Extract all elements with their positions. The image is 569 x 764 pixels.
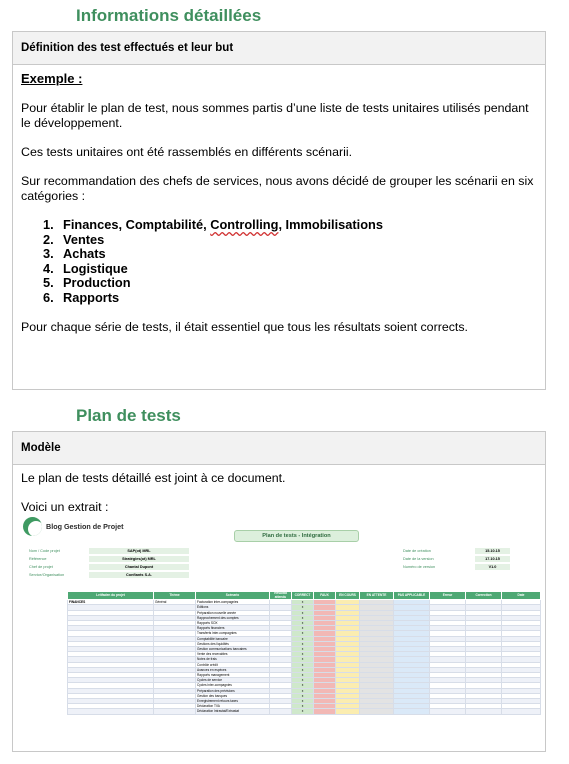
logo-text: Blog Gestion de Projet [46,522,124,531]
grid-cell: Général [154,600,196,605]
grid-column-header: Leitfaden du projet [68,592,154,600]
grid-cell [68,709,154,714]
grid-cell: x [292,673,314,678]
grid-cell: x [292,626,314,631]
section-title-informations: Informations détaillées [76,6,262,25]
grid-cell [360,709,394,714]
grid-cell: Gestions des liquidités [196,641,270,646]
grid-cell: Vente des recevables [196,652,270,657]
category-label: Finances, Comptabilité, Controlling, Immobilisations [63,217,383,232]
meta-value: SAP(ot) MRL [89,548,189,555]
category-number: 6. [43,289,54,305]
category-item [43,247,537,262]
grid-cell: Gestion communications bancaires [196,647,270,652]
paragraph-conclusion: Pour chaque série de tests, il était essentiel que tous les résultats soient corrects. [21,319,468,334]
grid-column-header: FAUX [314,592,336,600]
meta-label: Service/Organisation [29,572,65,577]
grid-cell [502,709,541,714]
grid-cell [270,709,292,714]
grid-column-header: Date [502,592,541,600]
grid-column-header: Résultat attendu [270,592,292,600]
grid-column-header: Thème [154,592,196,600]
grid-cell: Notes de frais [196,657,270,662]
category-item [43,291,537,306]
category-number: 1. [43,217,54,232]
grid-cell: x [292,693,314,698]
grid-cell: x [292,678,314,683]
example-title: Exemple : [21,71,83,86]
grid-cell: x [292,615,314,620]
plan-title: Plan de tests - Intégration [234,530,359,542]
category-label: Logistique [63,260,128,276]
grid-cell: x [292,709,314,714]
leaf-logo-icon [23,517,42,536]
category-label: Ventes [63,231,105,247]
grid-cell: Transferts inter-compagnies [196,631,270,636]
grid-cell: Déclaration Intrastat/Extrastat [196,709,270,714]
grid-cell: Éditions [196,605,270,610]
model-box-body [13,465,545,733]
meta-label: Nom / Code projet [29,548,60,553]
grid-cell [394,709,430,714]
category-item [43,262,537,277]
grid-cell [430,709,466,714]
model-box-header: Modèle [13,432,545,465]
meta-value: 17.10.15 [475,556,510,563]
meta-row [403,563,510,571]
grid-cell: x [292,657,314,662]
grid-cell: x [292,610,314,615]
grid-column-header: EN ATTENTE [360,592,394,600]
grid-header-row [68,592,541,600]
paragraph-plan: Pour établir le plan de test, nous sommes partis d’une liste de tests unitaires utilisés pendant le développement. [21,101,529,130]
category-label: Production [63,275,131,291]
paragraph-recommandation: Sur recommandation des chefs de services, nous avons décidé de grouper les scénarii en six catégories : [21,174,534,203]
grid-column-header: Correction [466,592,502,600]
grid-cell: x [292,683,314,688]
info-box [12,31,546,390]
meta-label: Chef de projet [29,564,53,569]
grid-cell: x [292,652,314,657]
info-box-header: Définition des test effectués et leur but [13,32,545,65]
grid-cell: Cycles inter-compagnies [196,683,270,688]
section-title-plan: Plan de tests [76,406,181,425]
category-item [43,233,537,248]
model-box [12,431,546,752]
grid-cell: Préparation nouvelle année [196,610,270,615]
category-label: Achats [63,246,106,262]
category-item [43,276,537,291]
grid-cell: x [292,605,314,610]
project-meta-left [29,547,189,579]
grid-cell: Comptabilité bancaire [196,636,270,641]
grid-cell [314,709,336,714]
grid-cell: Avances en espèces [196,667,270,672]
grid-cell: Facturation inter-compagnies [196,600,270,605]
grid-cell: Préparation des prévisions [196,688,270,693]
grid-cell: Rapports financiers [196,626,270,631]
grid-cell: x [292,647,314,652]
grid-cell: x [292,688,314,693]
blog-logo [23,517,123,536]
test-grid [67,591,541,715]
meta-value: V1.0 [475,564,510,571]
grid-cell: x [292,667,314,672]
grid-cell: FINANCES [68,600,154,605]
meta-row [29,571,189,579]
meta-label: Numéro de version [403,564,436,569]
grid-cell [336,709,360,714]
categories-list [43,218,537,306]
spellcheck-word: Controlling [210,217,279,232]
grid-column-header: Scénario [196,592,270,600]
meta-value: 15.10.15 [475,548,510,555]
test-plan-excerpt [21,517,541,727]
category-number: 3. [43,246,54,262]
grid-column-header: Erreur [430,592,466,600]
meta-label: Date de création [403,548,431,553]
grid-cell [466,709,502,714]
grid-cell: Contrôle crédit [196,662,270,667]
grid-cell: x [292,662,314,667]
grid-column-header: CORRECT [292,592,314,600]
grid-cell: x [292,631,314,636]
grid-cell: x [292,636,314,641]
grid-cell: x [292,704,314,709]
meta-label: Date de la version [403,556,434,561]
paragraph-joint: Le plan de tests détaillé est joint à ce document. [21,471,286,485]
grid-cell: Cycles de service [196,678,270,683]
grid-cell: x [292,699,314,704]
grid-cell: Enregistrement retours taxes [196,699,270,704]
grid-cell: Rapports management [196,673,270,678]
category-number: 2. [43,231,54,247]
grid-cell: Rapprochement des comptes [196,615,270,620]
category-number: 4. [43,260,54,276]
grid-column-header: PAS APPLICABLE [394,592,430,600]
meta-label: Référence [29,556,47,561]
grid-cell: x [292,600,314,605]
grid-cell: Gestion des banques [196,693,270,698]
paragraph-scenarii: Ces tests unitaires ont été rassemblés en différents scénarii. [21,145,353,159]
category-item [43,218,537,233]
info-box-body [13,65,545,355]
grid-cell: Déclaration TVA [196,704,270,709]
category-number: 5. [43,275,54,291]
grid-cell: x [292,621,314,626]
grid-cell: x [292,641,314,646]
meta-value: Stratégies(ot) MRL [89,556,189,563]
meta-value: Chantal Dupont [89,564,189,571]
grid-cell: Rapports SOX [196,621,270,626]
grid-row [68,709,541,714]
project-meta-right [403,547,510,571]
paragraph-extrait: Voici un extrait : [21,500,109,514]
grid-cell [154,709,196,714]
grid-column-header: EN COURS [336,592,360,600]
meta-value: Confiants S.A. [89,572,189,579]
category-label: Rapports [63,289,120,305]
